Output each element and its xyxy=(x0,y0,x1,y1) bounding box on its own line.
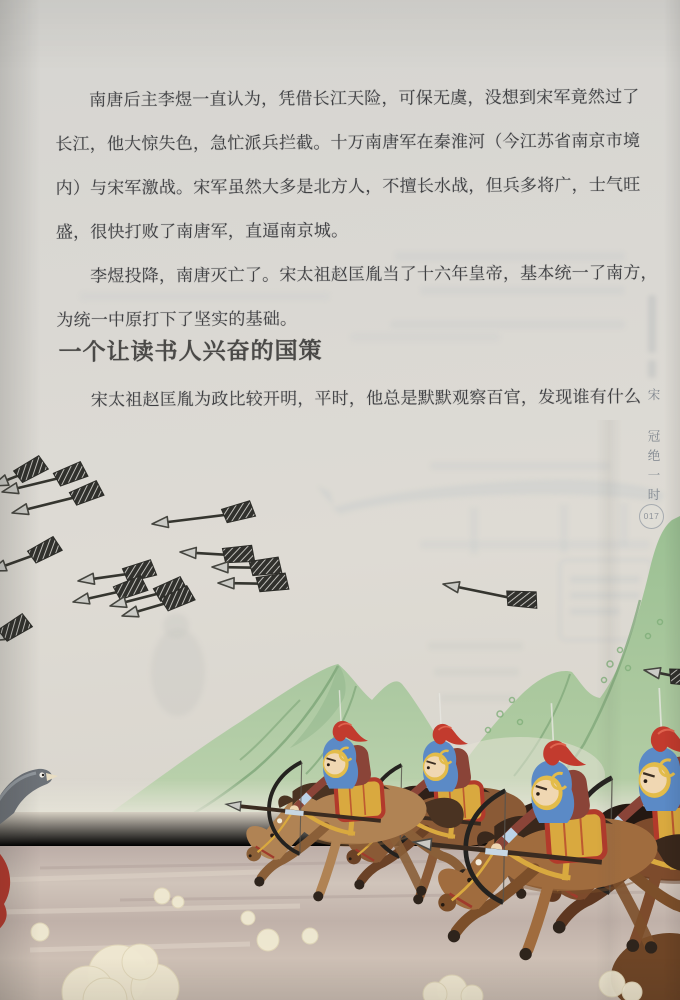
dynasty-label: 宋 xyxy=(646,388,660,408)
paragraph-line: 为统一中原打下了坚实的基础。 xyxy=(56,309,298,330)
dust-cloud xyxy=(154,888,170,904)
flying-arrow-icon xyxy=(0,612,34,648)
dust-cloud xyxy=(302,928,318,944)
flying-arrow-icon xyxy=(151,500,256,532)
section-heading: 一个让读书人兴奋的国策 xyxy=(58,337,323,365)
sidebar-ghost-text xyxy=(648,295,656,353)
paragraph-line: 内）与宋军激战。宋军虽然大多是北方人，不擅长水战，但兵多将广，士气旺 xyxy=(55,175,641,198)
flying-arrow-icon xyxy=(0,535,63,578)
dust-cloud xyxy=(172,896,184,908)
page-number-badge: 017 xyxy=(639,504,664,529)
dust-cloud xyxy=(122,944,158,980)
dust-cloud xyxy=(599,971,625,997)
dust-cloud xyxy=(241,911,255,925)
paragraph-line: 李煜投降，南唐灭亡了。宋太祖赵匡胤当了十六年皇帝，基本统一了南方， xyxy=(90,263,658,286)
paragraph-line: 宋太祖赵匡胤为政比较开明，平时，他总是默默观察百官，发现谁有什么 xyxy=(90,387,642,410)
dust-cloud xyxy=(31,923,49,941)
dust-cloud xyxy=(622,982,642,1000)
paragraph-line: 南唐后主李煜一直认为，凭借长江天险，可保无虞，没想到宋军竟然过了 xyxy=(88,87,640,110)
dust-cloud xyxy=(257,929,279,951)
series-tagline: 冠绝一时 xyxy=(646,429,660,508)
page-text xyxy=(55,82,658,426)
paragraph-line: 长江，他大惊失色，急忙派兵拦截。十万南唐军在秦淮河（今江苏省南京市境 xyxy=(55,131,641,154)
sidebar-ghost-text xyxy=(648,360,656,378)
edge-tab xyxy=(644,388,662,568)
paragraph-line: 盛，很快打败了南唐军，直逼南京城。 xyxy=(55,220,349,242)
flying-arrow-icon xyxy=(441,573,540,611)
flying-arrow-icon xyxy=(180,541,256,564)
